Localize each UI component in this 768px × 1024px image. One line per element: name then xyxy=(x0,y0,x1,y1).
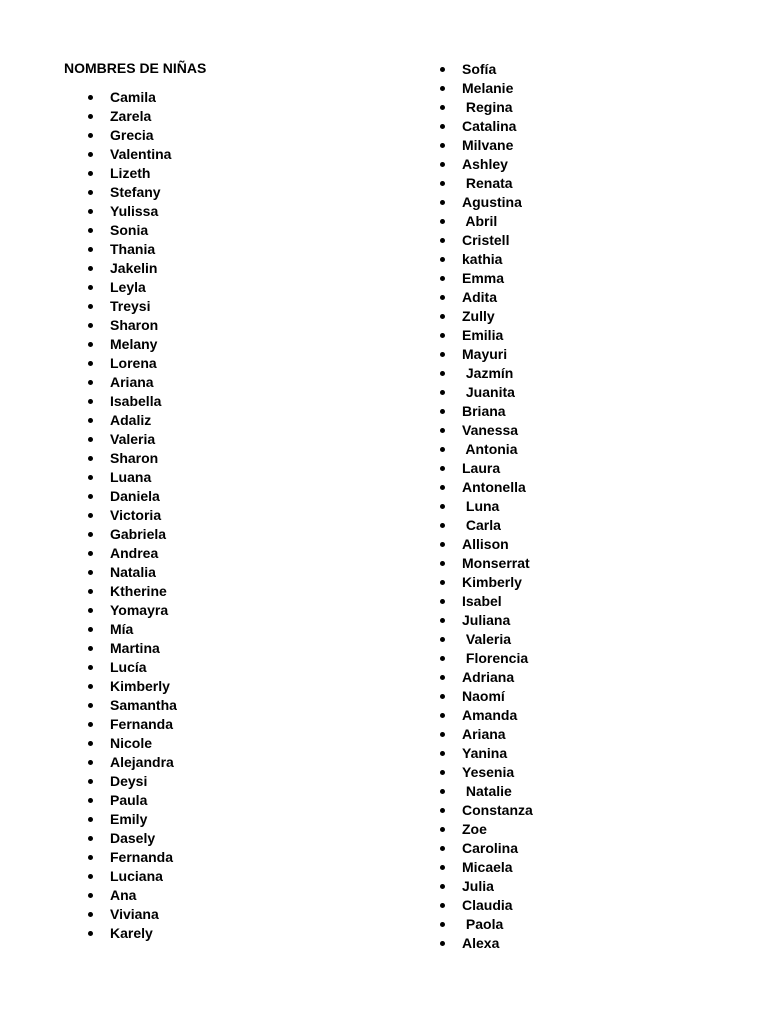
name-text: Juliana xyxy=(462,612,511,628)
bullet-icon xyxy=(440,523,445,528)
bullet-icon xyxy=(88,855,93,860)
bullet-icon xyxy=(440,162,445,167)
bullet-icon xyxy=(88,722,93,727)
bullet-icon xyxy=(88,608,93,613)
name-text: Leyla xyxy=(110,279,146,295)
bullet-icon xyxy=(88,494,93,499)
bullet-icon xyxy=(440,485,445,490)
name-text: Valeria xyxy=(110,431,156,447)
bullet-icon xyxy=(440,922,445,927)
name-text: Ariana xyxy=(110,374,154,390)
name-text: Viviana xyxy=(110,906,159,922)
bullet-icon xyxy=(440,143,445,148)
name-text: Stefany xyxy=(110,184,161,200)
name-text: Antonella xyxy=(462,479,526,495)
name-text: Isabella xyxy=(110,393,162,409)
name-text: Gabriela xyxy=(110,526,167,542)
bullet-icon xyxy=(440,599,445,604)
bullet-icon xyxy=(440,124,445,129)
name-text: Fernanda xyxy=(110,849,174,865)
bullet-icon xyxy=(440,751,445,756)
name-text: Julia xyxy=(462,878,494,894)
bullet-icon xyxy=(88,646,93,651)
name-text: Dasely xyxy=(110,830,156,846)
name-text: Kimberly xyxy=(462,574,522,590)
name-text: Emma xyxy=(462,270,505,286)
name-text: Natalia xyxy=(110,564,156,580)
bullet-icon xyxy=(440,656,445,661)
name-text: Andrea xyxy=(110,545,159,561)
bullet-icon xyxy=(440,314,445,319)
bullet-icon xyxy=(440,295,445,300)
name-text: Luana xyxy=(110,469,152,485)
name-text: Mía xyxy=(110,621,134,637)
name-text: Antonia xyxy=(462,441,518,457)
bullet-icon xyxy=(440,390,445,395)
name-text: Yanina xyxy=(462,745,508,761)
bullet-icon xyxy=(440,542,445,547)
name-text: Claudia xyxy=(462,897,513,913)
bullet-icon xyxy=(88,209,93,214)
name-text: Adriana xyxy=(462,669,515,685)
document-title: NOMBRES DE NIÑAS xyxy=(64,60,207,76)
bullet-icon xyxy=(88,760,93,765)
name-text: Jakelin xyxy=(110,260,158,276)
bullet-icon xyxy=(88,798,93,803)
bullet-icon xyxy=(440,770,445,775)
bullet-icon xyxy=(440,67,445,72)
name-text: Martina xyxy=(110,640,160,656)
bullet-icon xyxy=(88,874,93,879)
bullet-icon xyxy=(440,276,445,281)
bullet-icon xyxy=(440,504,445,509)
bullet-icon xyxy=(440,903,445,908)
name-text: Juanita xyxy=(462,384,515,400)
name-text: Isabel xyxy=(462,593,502,609)
bullet-icon xyxy=(88,437,93,442)
bullet-icon xyxy=(440,618,445,623)
bullet-icon xyxy=(88,171,93,176)
bullet-icon xyxy=(88,228,93,233)
name-text: Micaela xyxy=(462,859,513,875)
bullet-icon xyxy=(88,817,93,822)
name-text: Melany xyxy=(110,336,158,352)
name-text: Zoe xyxy=(462,821,487,837)
name-text: Yomayra xyxy=(110,602,169,618)
name-text: Catalina xyxy=(462,118,517,134)
bullet-icon xyxy=(88,323,93,328)
bullet-icon xyxy=(440,808,445,813)
name-text: Samantha xyxy=(110,697,177,713)
name-text: kathia xyxy=(462,251,503,267)
bullet-icon xyxy=(88,551,93,556)
bullet-icon xyxy=(88,779,93,784)
bullet-icon xyxy=(88,361,93,366)
bullet-icon xyxy=(88,380,93,385)
name-text: Nicole xyxy=(110,735,153,751)
bullet-icon xyxy=(88,152,93,157)
bullet-icon xyxy=(88,247,93,252)
bullet-icon xyxy=(440,694,445,699)
name-text: Valentina xyxy=(110,146,172,162)
name-text: Sharon xyxy=(110,450,159,466)
name-text: Lucía xyxy=(110,659,147,675)
name-text: Yesenia xyxy=(462,764,515,780)
bullet-icon xyxy=(88,893,93,898)
name-text: Valeria xyxy=(462,631,512,647)
bullet-icon xyxy=(88,627,93,632)
bullet-icon xyxy=(88,95,93,100)
bullet-icon xyxy=(88,475,93,480)
name-text: Ashley xyxy=(462,156,508,172)
bullet-icon xyxy=(440,447,445,452)
name-text: Natalie xyxy=(462,783,512,799)
name-text: Emilia xyxy=(462,327,504,343)
name-text: Yulissa xyxy=(110,203,159,219)
name-text: Jazmín xyxy=(462,365,514,381)
bullet-icon xyxy=(440,200,445,205)
name-text: Vanessa xyxy=(462,422,519,438)
bullet-icon xyxy=(440,466,445,471)
name-text: Camila xyxy=(110,89,156,105)
bullet-icon xyxy=(88,703,93,708)
name-text: Luna xyxy=(462,498,500,514)
bullet-icon xyxy=(88,513,93,518)
bullet-icon xyxy=(440,352,445,357)
name-text: Paula xyxy=(110,792,148,808)
name-text: Constanza xyxy=(462,802,533,818)
name-text: Treysi xyxy=(110,298,151,314)
name-text: Adita xyxy=(462,289,497,305)
bullet-icon xyxy=(440,86,445,91)
bullet-icon xyxy=(440,846,445,851)
name-text: Thania xyxy=(110,241,156,257)
bullet-icon xyxy=(88,665,93,670)
bullet-icon xyxy=(440,219,445,224)
bullet-icon xyxy=(440,827,445,832)
name-text: Cristell xyxy=(462,232,510,248)
bullet-icon xyxy=(88,399,93,404)
bullet-icon xyxy=(440,884,445,889)
name-text: Ktherine xyxy=(110,583,167,599)
bullet-icon xyxy=(88,931,93,936)
bullet-icon xyxy=(440,371,445,376)
name-text: Sharon xyxy=(110,317,159,333)
name-text: Regina xyxy=(462,99,513,115)
bullet-icon xyxy=(88,342,93,347)
bullet-icon xyxy=(88,190,93,195)
bullet-icon xyxy=(440,713,445,718)
name-text: Kimberly xyxy=(110,678,170,694)
name-text: Naomí xyxy=(462,688,505,704)
name-text: Zully xyxy=(462,308,495,324)
bullet-icon xyxy=(88,836,93,841)
bullet-icon xyxy=(440,637,445,642)
bullet-icon xyxy=(88,741,93,746)
name-text: Renata xyxy=(462,175,513,191)
name-text: Milvane xyxy=(462,137,514,153)
bullet-icon xyxy=(88,532,93,537)
bullet-icon xyxy=(440,865,445,870)
bullet-icon xyxy=(440,675,445,680)
name-text: Luciana xyxy=(110,868,163,884)
bullet-icon xyxy=(88,684,93,689)
bullet-icon xyxy=(440,409,445,414)
name-text: Adaliz xyxy=(110,412,152,428)
name-text: Abril xyxy=(462,213,498,229)
bullet-icon xyxy=(88,589,93,594)
name-text: Fernanda xyxy=(110,716,174,732)
bullet-icon xyxy=(88,570,93,575)
bullet-icon xyxy=(88,418,93,423)
bullet-icon xyxy=(440,580,445,585)
bullet-icon xyxy=(440,941,445,946)
bullet-icon xyxy=(88,304,93,309)
name-text: Briana xyxy=(462,403,506,419)
bullet-icon xyxy=(440,333,445,338)
name-text: Carla xyxy=(462,517,501,533)
name-text: Agustina xyxy=(462,194,522,210)
name-text: Melanie xyxy=(462,80,514,96)
bullet-icon xyxy=(88,114,93,119)
name-text: Deysi xyxy=(110,773,148,789)
bullet-icon xyxy=(88,266,93,271)
name-text: Sofía xyxy=(462,61,497,77)
name-text: Monserrat xyxy=(462,555,530,571)
name-text: Mayuri xyxy=(462,346,508,362)
bullet-icon xyxy=(88,133,93,138)
name-text: Lorena xyxy=(110,355,157,371)
name-text: Carolina xyxy=(462,840,519,856)
bullet-icon xyxy=(440,789,445,794)
bullet-icon xyxy=(88,456,93,461)
name-text: Lizeth xyxy=(110,165,151,181)
bullet-icon xyxy=(440,561,445,566)
name-text: Grecia xyxy=(110,127,154,143)
name-text: Laura xyxy=(462,460,501,476)
name-text: Paola xyxy=(462,916,504,932)
name-text: Sonia xyxy=(110,222,149,238)
bullet-icon xyxy=(440,428,445,433)
name-text: Victoria xyxy=(110,507,162,523)
bullet-icon xyxy=(440,105,445,110)
name-text: Amanda xyxy=(462,707,518,723)
name-text: Alejandra xyxy=(110,754,174,770)
name-text: Ana xyxy=(110,887,137,903)
bullet-icon xyxy=(440,732,445,737)
name-text: Allison xyxy=(462,536,509,552)
name-text: Emily xyxy=(110,811,148,827)
name-text: Karely xyxy=(110,925,153,941)
bullet-icon xyxy=(88,285,93,290)
bullet-icon xyxy=(88,912,93,917)
bullet-icon xyxy=(440,238,445,243)
bullet-icon xyxy=(440,181,445,186)
name-text: Alexa xyxy=(462,935,500,951)
name-text: Ariana xyxy=(462,726,506,742)
name-text: Daniela xyxy=(110,488,160,504)
bullet-icon xyxy=(440,257,445,262)
name-text: Zarela xyxy=(110,108,152,124)
name-text: Florencia xyxy=(462,650,529,666)
